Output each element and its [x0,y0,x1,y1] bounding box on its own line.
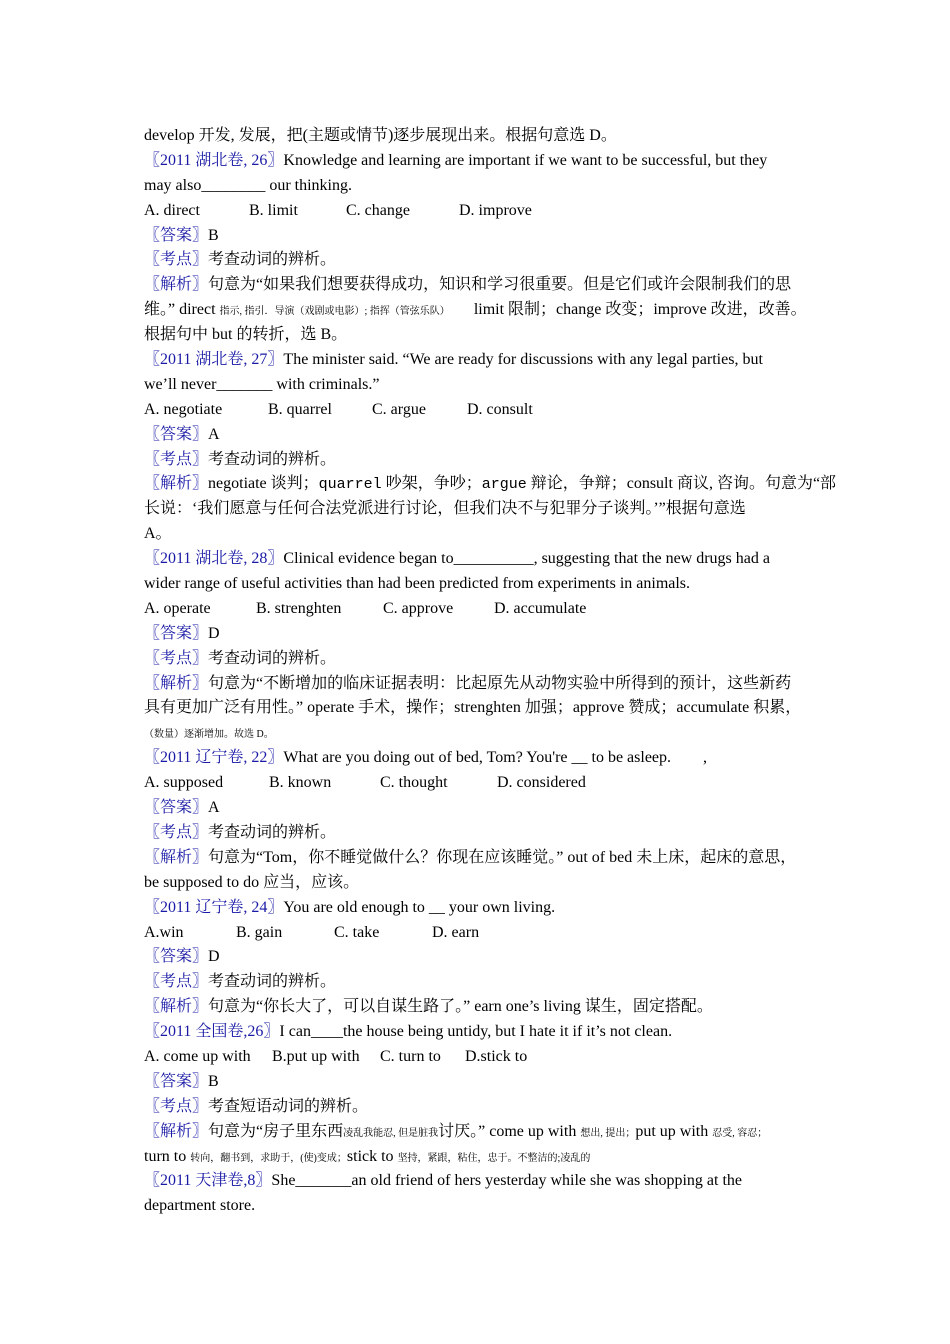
question-source: 〖2011 辽宁卷, 24〗 [144,898,284,916]
analysis-text: turn to [144,1147,191,1165]
option-a: A. direct [144,201,200,219]
option-c: C. take [334,923,380,941]
answer-line [144,622,814,647]
analysis-text: 根据句中 but 的转折，选 B。 [144,326,348,344]
keypoint-line [144,448,814,473]
keypoint-tag: 〖考点〗 [144,649,209,667]
options-row [144,398,814,423]
answer-value: D [208,948,220,966]
question-source: 〖2011 辽宁卷, 22〗 [144,749,284,767]
answer-tag: 〖答案〗 [144,799,209,817]
analysis-tag: 〖解析〗 [144,998,209,1016]
question-line [144,1169,814,1194]
analysis-line [144,323,814,348]
option-b: B. quarrel [268,400,332,418]
question-text: The minister said. “We are ready for discussions with any legal parties, but [283,351,763,369]
answer-tag: 〖答案〗 [144,624,209,642]
question-source: 〖2011 天津卷,8〗 [144,1172,272,1190]
analysis-line [144,273,814,298]
option-c: C. argue [372,400,426,418]
question-line [144,348,814,373]
keypoint-line [144,1095,814,1120]
question-text: What are you doing out of bed, Tom? You're __ to be asleep. , [283,749,708,767]
question-line [144,149,814,174]
question-text: Clinical evidence began to__________, suggesting that the new drugs had a [283,550,770,568]
option-d: D. consult [467,400,533,418]
options-row [144,597,814,622]
keypoint-tag: 〖考点〗 [144,251,209,269]
analysis-text: put up with [635,1122,713,1140]
question-source: 〖2011 全国卷,26〗 [144,1023,280,1041]
analysis-text: 具有更加广泛有用性。” operate 手术，操作；strenghten 加强；approve 赞成；accumulate 积累， [144,699,802,717]
answer-value: B [208,1072,219,1090]
answer-tag: 〖答案〗 [144,425,209,443]
option-d: D. accumulate [494,599,587,617]
keypoint-tag: 〖考点〗 [144,450,209,468]
answer-line [144,796,814,821]
analysis-text: 长说：‘我们愿意与任何合法党派进行讨论，但我们决不与犯罪分子谈判。’”根据句意选 [144,500,746,518]
option-c: C. thought [380,774,448,792]
analysis-small-text: （数量）逐渐增加。故选 D。 [144,729,274,741]
option-c: C. change [346,201,410,219]
keypoint-text: 考查动词的辨析。 [208,823,337,841]
analysis-text: 句意为“房子里东西 [208,1122,344,1140]
option-a: A. supposed [144,774,224,792]
question-source: 〖2011 湖北卷, 26〗 [144,151,284,169]
analysis-small-text: 指示, 指引．导演（戏剧或电影）; 指挥（管弦乐队） [219,306,450,318]
analysis-text: limit 限制；change 改变；improve 改进，改善。 [473,301,807,319]
analysis-text: 辩论，争辩；consult 商议, 咨询。句意为“部 [526,475,837,493]
analysis-text: 句意为“你长大了，可以自谋生路了。” earn one’s living 谋生，固定搭配。 [208,998,713,1016]
analysis-line [144,522,814,547]
keypoint-text: 考查动词的辨析。 [208,251,337,269]
option-b: B. limit [249,201,298,219]
keypoint-tag: 〖考点〗 [144,1097,209,1115]
question-text: wider range of useful activities than had been predicted from experiments in animals. [144,575,691,593]
question-text: She_______an old friend of hers yesterday while she was shopping at the [271,1172,742,1190]
analysis-text: 句意为“如果我们想要获得成功，知识和学习很重要。但是它们或许会限制我们的思 [208,276,792,294]
keypoint-text: 考查短语动词的辨析。 [208,1097,369,1115]
question-text: we’ll never_______ with criminals.” [144,375,380,393]
question-line [144,572,814,597]
question-line [144,1194,814,1219]
analysis-small-text: 忍受, 容忍； [712,1127,768,1139]
question-text: department store. [144,1197,256,1215]
analysis-text: 讨厌。” come up with [438,1122,581,1140]
question-text: Knowledge and learning are important if we want to be successful, but they [283,151,768,169]
analysis-small-text: 想出, 提出； [580,1127,636,1139]
analysis-text: 吵架，争吵； [381,475,482,493]
analysis-line [144,871,814,896]
question-text: may also________ our thinking. [144,176,352,194]
analysis-tag: 〖解析〗 [144,1122,209,1140]
option-b: B. known [269,774,332,792]
option-d: D. earn [432,923,480,941]
question-text: You are old enough to __ your own living. [283,898,556,916]
analysis-text: quarrel [318,476,382,494]
question-text: I can____the house being untidy, but I hate it if it’s not clean. [279,1023,673,1041]
analysis-line [144,672,814,697]
keypoint-line [144,821,814,846]
analysis-line [144,472,837,497]
analysis-text: A。 [144,525,172,543]
analysis-text: be supposed to do 应当，应该。 [144,873,360,891]
analysis-line [144,721,814,746]
answer-tag: 〖答案〗 [144,226,209,244]
option-d: D. considered [497,774,586,792]
question-line [144,373,814,398]
analysis-line [144,1120,814,1145]
keypoint-text: 考查动词的辨析。 [208,973,337,991]
question-line [144,746,814,771]
analysis-tag: 〖解析〗 [144,276,209,294]
analysis-small-text: 转向，翻书到，求助于，(使)变成； [190,1152,347,1164]
option-b: B.put up with [272,1047,360,1065]
answer-value: A [208,799,220,817]
options-row [144,771,814,796]
keypoint-tag: 〖考点〗 [144,973,209,991]
option-a: A. operate [144,599,211,617]
question-source: 〖2011 湖北卷, 27〗 [144,351,284,369]
analysis-text: 句意为“不断增加的临床证据表明：比起原先从动物实验中所得到的预计，这些新药 [208,674,792,692]
answer-value: B [208,226,219,244]
option-c: C. turn to [380,1047,441,1065]
keypoint-line [144,970,814,995]
keypoint-line [144,647,814,672]
analysis-tag: 〖解析〗 [144,848,209,866]
analysis-line [144,1145,814,1170]
question-source: 〖2011 湖北卷, 28〗 [144,550,284,568]
option-b: B. gain [236,923,283,941]
answer-tag: 〖答案〗 [144,948,209,966]
analysis-text: 句意为“Tom，你不睡觉做什么？你现在应该睡觉。” out of bed 未上床，起床的意思， [208,848,797,866]
option-d: D. improve [459,201,532,219]
option-d: D.stick to [465,1047,528,1065]
analysis-text: negotiate 谈判； [208,475,319,493]
answer-line [144,224,814,249]
analysis-text: argue [481,476,527,494]
answer-line [144,945,814,970]
analysis-line [144,846,814,871]
answer-value: D [208,624,220,642]
analysis-small-text: 凌乱我能忍, 但是脏我 [343,1127,439,1139]
option-a: A.win [144,923,184,941]
keypoint-line [144,248,814,273]
analysis-tag: 〖解析〗 [144,674,209,692]
text-line [144,124,814,149]
question-line [144,1020,814,1045]
analysis-line [144,298,814,323]
answer-tag: 〖答案〗 [144,1072,209,1090]
option-c: C. approve [383,599,454,617]
answer-line [144,1070,814,1095]
keypoint-tag: 〖考点〗 [144,823,209,841]
explanation-tail: develop 开发, 发展，把(主题或情节)逐步展现出来。根据句意选 D。 [144,127,617,144]
option-b: B. strenghten [256,599,342,617]
question-line [144,174,814,199]
options-row [144,921,814,946]
options-row [144,1045,814,1070]
analysis-text: 维。” direct [144,301,220,319]
answer-line [144,423,814,448]
answer-value: A [208,425,220,443]
document-page [144,124,837,1219]
keypoint-text: 考查动词的辨析。 [208,649,337,667]
analysis-tag: 〖解析〗 [144,475,209,493]
options-row [144,199,814,224]
option-a: A. come up with [144,1047,251,1065]
keypoint-text: 考查动词的辨析。 [208,450,337,468]
analysis-line [144,696,814,721]
question-line [144,896,814,921]
analysis-line [144,995,814,1020]
analysis-line [144,497,814,522]
question-line [144,547,814,572]
analysis-small-text: 坚持，紧跟，粘住，忠于。不整洁的;凌乱的 [397,1152,591,1164]
option-a: A. negotiate [144,400,223,418]
analysis-text: stick to [346,1147,398,1165]
